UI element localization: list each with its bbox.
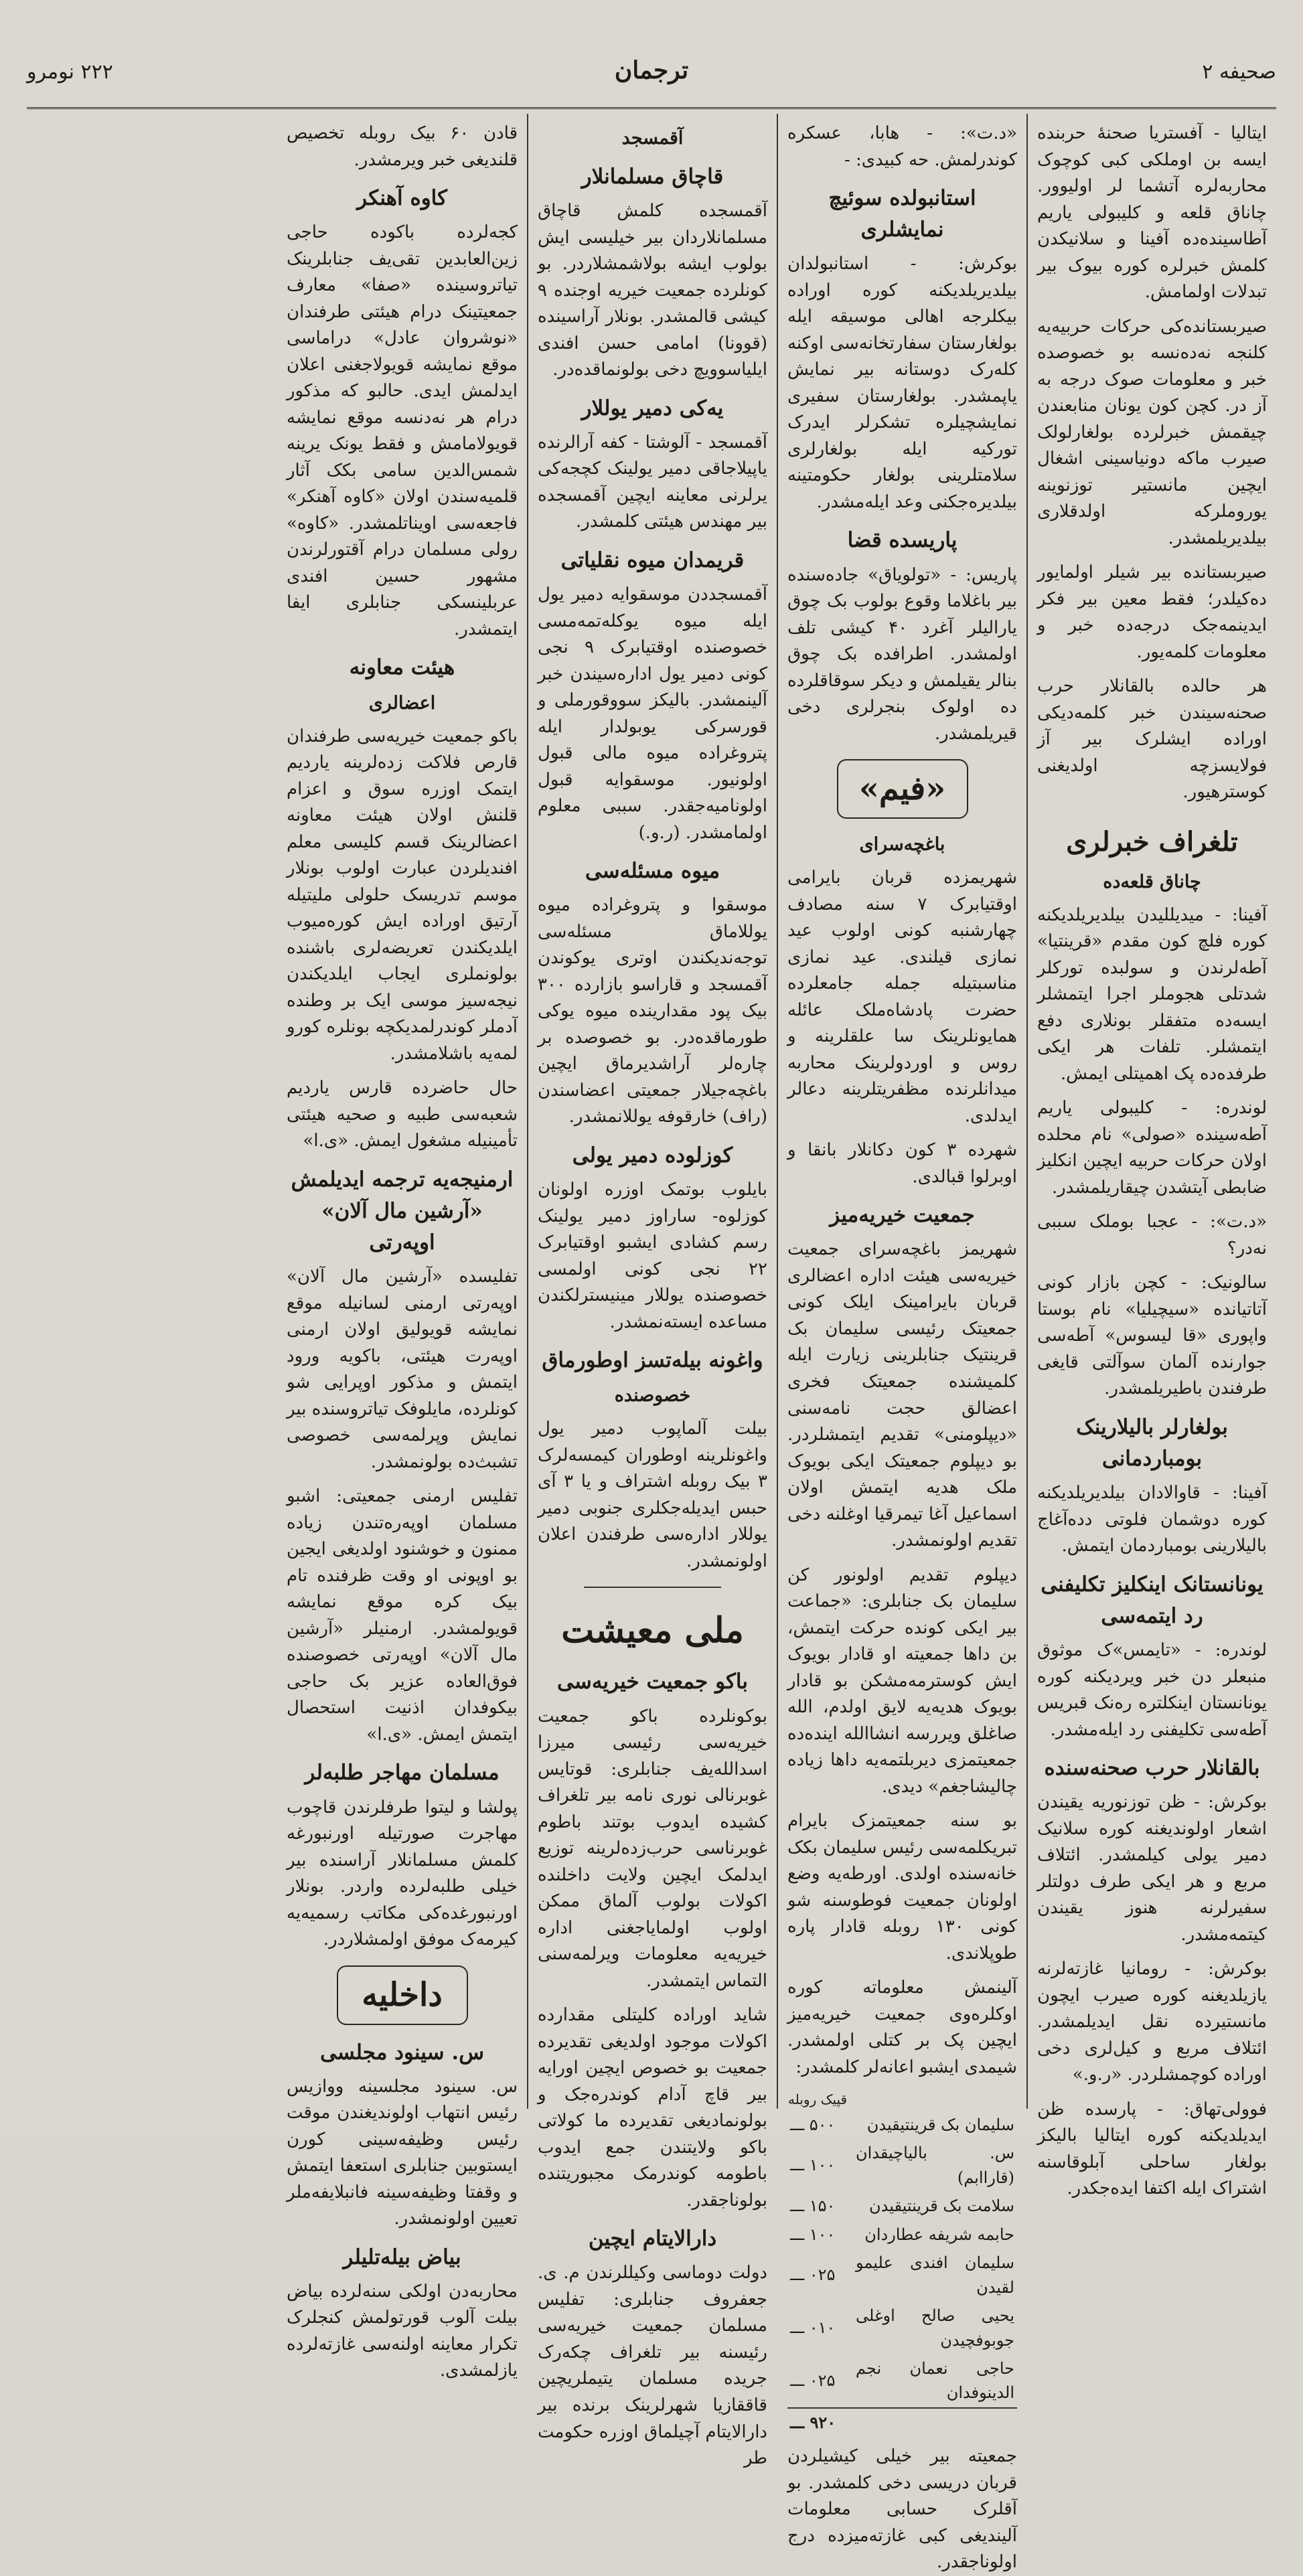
article-paragraph: آقمسجده کلمش قاچاق مسلمانلاردان بیر خیلیسی ایش بولوب ایشه بولاشمشلاردر. بو کونلرده جمعیت خیریه اوجنده ۹ کیشی قالمشدر. بونلار آراسینده (قوونا) امامی حسن افندی ایلیاسوویچ دخی بولونماقده‌در. <box>538 201 767 380</box>
article-title: استانبولده سوئیچ نمایشلری <box>828 186 976 242</box>
columns <box>27 114 1276 2573</box>
article-title: پاریسده قضا <box>847 528 957 553</box>
article-paragraph: صیربستانده‌کی حرکات حربیه‌یه کلنجه نه‌ده‌نسه بو خصوصده خبر و معلومات صوک درجه به آز در. کچن کون یونان منابعندن چیقمش خبرلرده بولغارلولک صیرب ماکه دونیاسینی اشغال ایچین مانستیر توزنوینه یوروملرکه اولدقلاری بیلدیریلمشدر. <box>1037 316 1267 548</box>
column-4 <box>277 114 527 2381</box>
donation-amount: ۰۲۵ ـــ <box>790 2371 836 2391</box>
donor-name: سلیمان افندی علیمو لقیدن <box>856 2253 1014 2297</box>
section-banner: داخلیه <box>337 1965 468 2025</box>
article-paragraph: پولشا و لیتوا طرفلرندن قاچوب مهاجرت صورتیله اورنبورغه کلمش مسلمانلار آراسنده بیر خیلی طلبه‌لرده واردر. بونلار اورنبورغده‌کی مکاتب رسمیه‌یه کیرمه‌ک موفق اولمشلاردر. <box>287 1797 518 1950</box>
article-paragraph: قادن ۶۰ بیک روبله تخصیص قلندیغی خبر ویرمشدر. <box>287 123 518 170</box>
article-paragraph: ایتالیا - آفستریا صحنهٔ حربنده ایسه بن اوملکی کبی کوچوک محاربه‌لره آتشما لر اولیوور. چاناق قلعه و کلیبولی یاریم آطاسینده‌ده آفینا و سلانیکدن کلمش خبرلره کوره بیوک بیر تبدلات اولمامش. <box>1037 123 1267 303</box>
donor-name: سلیمان بک قرینتیقیدن <box>866 2115 1014 2134</box>
article-title: بالقانلار حرب صحنه‌سنده <box>1044 1756 1260 1781</box>
table-row <box>787 2139 1017 2192</box>
article-paragraph: شهریمزده قربان بایرامی اوقتیابرک ۷ سنه مصادف چهارشنبه کونی اولوب عید نمازی قیلندی. عید نمازی مناسبتیله جمله جامعلرده حضرت پادشاه‌ملک عائله همایونلرینک سا علقلرینه و روس و اوردولرینک محاربه میدانلرنده مظفریتلرینه دعالر ایدلدی. <box>787 868 1017 1126</box>
article-title: میوه مسئله‌سی <box>585 859 720 884</box>
article-title: س. سینود مجلسی <box>319 2040 485 2065</box>
paper-name: ترجمان <box>614 56 689 84</box>
column-1 <box>1026 114 1276 2199</box>
subheading: آقمسجد <box>621 128 684 149</box>
page-label: صحیفه ۲ <box>1202 60 1276 84</box>
donor-name: سلامت بک قرینتیقیدن <box>869 2196 1014 2216</box>
article-title: یونانستانک اینکلیز تکلیفنی رد ایتمه‌سی <box>1041 1572 1263 1628</box>
issue-number: ۲۲۲ نومرو <box>27 60 113 84</box>
article-title: هیئت معاونه <box>349 655 455 680</box>
article-title: دارالایتام ایچین <box>588 2227 717 2251</box>
article-paragraph: لوندره: - «تایمس»ک موثوق منبعلر دن خبر ویردیکنه کوره یونانستان اینکلتره ره‌نک قبریس آطه‌سی تکلیفنی رد ایله‌مشدر. <box>1037 1639 1267 1740</box>
donor-name: س. بالیاچیقدان (قاراابم) <box>856 2144 1014 2187</box>
table-row <box>787 2221 1017 2249</box>
article-paragraph: بوکرش: - استانبولدان بیلدیریلدیکنه کوره اوراده بیکلرجه اهالی موسیقه ایله بولغارستان سفارتخانه‌سی اوکنه کله‌رک دوستانه بیر نمایش یاپمشدر. بولغارستان سفیری نمایشچیلره تشکرلر ایدرک تورکیه ایله بولغارلری سلامتلرینی بولغار حکومتینه بیلدیره‌جکنی وعد ایله‌مشدر. <box>787 254 1017 512</box>
article-paragraph: بوکونلرده باکو جمعیت خیریه‌سی رئیسی میرزا اسدالله‌یف جنابلری: قوتایس غوبرنالی نوری نامه بیر تلغراف کشیده ایدوب بوتند باطوم غوبرناسی حرب‌زده‌لرینه توزیع ایدلمک ایچین ولایت داخلنده اکولات بولوب آلماق ممکن اولوب اولمایاجغنی اداره خیریه‌یه معلومات ویرلمه‌سنی التماس ایتمشدر. <box>538 1706 767 1991</box>
donor-name: حابمه شریفه عطاردان <box>864 2225 1014 2244</box>
subheading: خصوصنده <box>614 1385 691 1406</box>
section-heading: تلغراف خبرلری <box>1066 825 1238 858</box>
divider <box>584 1587 722 1588</box>
article-paragraph: بایلوب بوتمک اوزره اولونان کوزلوه- ساراوز دمیر یولینک رسم کشادی ایشبو اوقتیابرک ۲۲ نجی کونی اولمسی خصوصنده یوللار مینیسترلکندن مساعده ایسته‌نمشدر. <box>538 1180 767 1332</box>
donation-amount: ۰۱۰ ـــ <box>790 2318 836 2338</box>
article-paragraph: بوکرش: - رومانیا غازته‌لرنه یازیلدیغنه کوره صیرب ایچون مانستیرده نقل ایدیلمشدر. ائتلاف مربع و کیل‌لری دخی اوراده کوچمشلردر. «ر.و.» <box>1037 1959 1267 2085</box>
donation-rows <box>787 2111 1017 2408</box>
article-paragraph: سالونیک: - کچن بازار کونی آتاتیانده «سیچیلیا» نام بوستا واپوری «قا لیسوس» آطه‌سی جوارنده آلمان سوآلتی قایغی طرفندن باطیریلمشدر. <box>1037 1273 1267 1399</box>
article-paragraph: پاریس: - «تولویاق» جاده‌سنده بیر باغلاما وقوع بولوب بک چوق یارالیلر آغرد ۴۰ کیشی تلف اولمشدر. اطرافده بک چوق بنالر یقیلمش و دیکر سوقاقلرده ده اولوک بنجرلری دخی قیریلمشدر. <box>787 564 1017 744</box>
article-title: قریمدان میوه نقلیاتی <box>560 548 745 572</box>
article-paragraph: کجه‌لرده باکوده حاجی زین‌العابدین تقی‌یف جنابلرینک تیاتروسینده «صفا» معارف جمعیتینک درام هیئتی طرفندان «نوشروان عادل» دراماسی موقع نمایشه قویولاجغنی اعلان ایدلمش ایدی. حالبو که مذکور درام هر نه‌دنسه موقع نمایشه قویولامامش و فقط یونک یرینه شمس‌الدین سامی بکک آثار قلمیه‌سندن اولان «کاوه آهنکر» فاجعه‌سی اویناتلمشدر. «کاوه» رولی مسلمان درام آقتورلرندن مشهور حسین افندی عربلینسکی جنابلری ایفا ایتمشدر. <box>287 222 518 639</box>
table-row <box>787 2111 1017 2139</box>
article-title: باکو جمعیت خیریه‌سی <box>557 1670 748 1694</box>
donation-amount: ۱۰۰ ـــ <box>790 2156 836 2175</box>
article-paragraph: لوندره: - کلیبولی یاریم آطه‌سینده «صولی» نام محلده اولان حرکات حربیه ایچین انکلیز ضابطی آیتشدن چیقاریلمشدر. <box>1037 1098 1267 1198</box>
article-title: بیاض بیله‌تلیلر <box>343 2245 461 2269</box>
article-title: واغونه بیله‌تسز اوطورماق <box>542 1348 763 1373</box>
subheading: اعضالری <box>368 692 436 714</box>
article-paragraph: جمعیته بیر خیلی کیشیلردن قربان دریسی دخی کلمشدر. بو آقلرک حسابی معلومات آلیندیغی کبی غازته‌میزده درج اولوناجقدر. <box>787 2446 1017 2573</box>
article-title: قاچاق مسلمانلار <box>581 165 724 189</box>
currency-label: قپیک روبله <box>788 2091 848 2108</box>
article-paragraph: شهرده ۳ کون دکانلار بانقا و اوبرلوا قبالدی. <box>787 1140 1017 1187</box>
article-paragraph: دیپلوم تقدیم اولونور کن سلیمان بک جنابلری: «جماعت بیر ایکی کونده حرکت ایتمش، بن داها جمعیته او قادار بویوک ایش کوسترمه‌مشکن بو قادار بویوک هدیه‌یه لایق اولدم، الله صاغلق ویررسه انشاالله اینده‌ده جمعیتمزی دیربلتمه‌یه داها زیاده چالیشاجغم» دیدی. <box>787 1564 1017 1797</box>
section-banner: «فیم» <box>837 759 968 819</box>
donation-amount: ۵۰۰ ـــ <box>790 2115 836 2134</box>
donor-name: یحیی صالح اوغلی جوبوفچیدن <box>856 2306 1014 2350</box>
column-2 <box>777 114 1026 2573</box>
article-paragraph: آفینا: - میدیللیدن بیلدیریلدیکنه کوره فلچ کون مقدم «قرینتیا» آطه‌لرندن و سولبده تورکلر شدتلی هجوملر اجرا ایتمشلر ایسه‌ده متفقلر بونلاری دفع ایتمشلر. تلفات هر ایکی طرفده‌ده پک اهمیتلی ایمش. <box>1037 904 1267 1084</box>
donation-table <box>787 2089 1017 2437</box>
article-paragraph: محاربه‌دن اولکی سنه‌لرده بیاض بیلت آلوب قورتولمش کنجلرک تکرار معاینه اولنه‌سی غازته‌لرده یازلمشدی. <box>287 2281 518 2381</box>
article-paragraph: «د.ت»: - عجبا بوملک سببی نه‌در؟ <box>1037 1212 1267 1259</box>
donation-amount: ۰۲۵ ـــ <box>790 2265 836 2285</box>
article-paragraph: موسقوا و پتروغراده میوه یوللاماق مسئله‌سی توجه‌ندیکندن اوتری یوکوندن آقمسجد و قاراسو بازارده ۳۰۰ بیک پود مقدارینده میوه یوکی طورماقده‌در. بو خصوصده بر چاره‌لر آراشدیرماق ایچین باغچه‌جیلار جمعیتی اعضاسندن (راف) خارقوفه یوللانمشدر. <box>538 895 767 1127</box>
table-row <box>787 2302 1017 2354</box>
article-paragraph: بو سنه جمعیتمزک بایرام تبریکلمه‌سی رئیس سلیمان بکک خانه‌سنده اولدی. اورطه‌یه وضع اولونان جمعیت فوطوسنه شو کونی ۱۳۰ روبله قادار پاره طوپلاندی. <box>787 1811 1017 1963</box>
article-paragraph: بوکرش: - ظن توزنوریه یقیندن اشعار اولوندیغنه کوره سلانیک دمیر یولی کیلمشدر. ائتلاف مربع و هر ایکی طرف دولتلر سفیرلرنه هنوز یقیندن کیتمه‌مشدر. <box>1037 1792 1267 1945</box>
article-title: کاوه آهنکر <box>357 186 447 211</box>
subheading: چاناق قلعه‌ده <box>1103 871 1201 892</box>
masthead <box>27 47 1276 109</box>
article-paragraph: آفینا: - قاوالادان بیلدیریلدیکنه کوره دوشمان فلوتی دده‌آغاج بالیلارینی بومباردمان ایتمش. <box>1037 1483 1267 1556</box>
article-paragraph: باکو جمعیت خیریه‌سی طرفندان قارص فلاکت زده‌لرینه یاردیم ایتمک اوزره سوق و اعزام قلنش اولان هیئت معاونه اعضالرینک قسم کلیسی معلم افندیلردن عبارت اولوب بونلار موسم تدریسک حلولی ملیتیله آرتیق اوراده ایش کوره‌میوب ایلدیکندن تعریضه‌لری باشنده بولونملری ایجاب ایلدیکندن نیجه‌سیز موسی ایک بر وطنده آدملر کوندرلمدیکچه بونلره کورو لمه‌یه باشلامشدر. <box>287 726 518 1064</box>
article-title: مسلمان مهاجر طلبه‌لر <box>305 1761 500 1785</box>
article-paragraph: آلینمش معلوماته کوره اوکلره‌وی جمعیت خیریه‌میز ایچین پک بر کتلی اولمشدر. شیمدی ایشبو اعانه‌لر کلمشدر: <box>787 1978 1017 2077</box>
article-title: کوزلوده دمیر یولی <box>572 1143 733 1168</box>
article-title: یه‌کی دمیر یوللار <box>581 396 724 420</box>
table-row <box>787 2192 1017 2220</box>
donation-amount: ۱۰۰ ـــ <box>790 2225 836 2244</box>
article-paragraph: «د.ت»: - هابا، عسکره کوندرلمش. حه کبیدی: - <box>787 123 1017 170</box>
article-paragraph: تفلیس ارمنی جمعیتی: اشبو مسلمان اوپه‌ره‌تندن زیاده ممنون و خوشنود اولدیغی ایجین بو اوپونی او وقت ظرفنده تام بیک کره موقع نمایشه قویولمشدر. ارمنیلر «آرشین مال آلان» اوپه‌رتی خصوصنده فوق‌العاده عزیر بک حاجی بیکوفدان اذنیت استحصال ایتمش ایمش. «ی.ا» <box>287 1486 518 1745</box>
section-heading: ملی معیشت <box>561 1610 744 1652</box>
table-row <box>787 2249 1017 2302</box>
table-row <box>787 2354 1017 2408</box>
article-title: بولغارلر بالیلارینک بومباردمانی <box>1076 1415 1228 1471</box>
column-3 <box>527 114 777 2469</box>
article-paragraph: حال حاضرده قارس یاردیم شعبه‌سی طبیه و صحیه هیئتی تأمینیله مشغول ایمش. «ی.ا» <box>287 1078 518 1151</box>
article-title: جمعیت خیریه‌میز <box>830 1203 975 1228</box>
article-paragraph: شهریمز باغچه‌سرای جمعیت خیریه‌سی هیئت اداره اعضالری قربان بایرامینک ایلک کونی جمعیتک رئیسی سلیمان بک قرینتیک جنابلرینی زیارت ایله کلمیشنده جمعیتک فخری اعضالق حجت نامه‌سنی «دیپلومنی» تقدیم ایتمشلردر. بو دیپلوم جمعیتک ایکی بویوک ملک هدیه ایتمش اولان اسماعیل آغا تیمرقیا اوغلنه دخی تقدیم اولونمشدر. <box>787 1239 1017 1551</box>
article-paragraph: س. سینود مجلسینه ووازیس رئیس انتهاب اولوندیغندن موقت رئیس وظیفه‌سینی کورن ایستوبین جنابلری استعفا ایتمش و وقفتا وظیفه‌سینه فانبلایفه‌ملر تعیین اولونمشدر. <box>287 2076 518 2229</box>
donation-total-row <box>787 2408 1017 2437</box>
article-paragraph: صیربستانده بیر شیلر اولمایور ده‌کیلدر؛ فقط معین بیر فکر ایدینمه‌جک درجه‌ده خبر و معلومات کلمه‌یور. <box>1037 562 1267 662</box>
article-paragraph: دولت دوماسی وکیللرندن م. ی. جعفروف جنابلری: تفلیس مسلمان جمعیت خیریه‌سی رئیسنه بیر تلغراف چکه‌رک جریده مسلمان یتیملریچین قاققازیا شهرلرینک برنده بیر دارالایتام آچیلماق اوزره حکومت طر <box>538 2263 767 2469</box>
donation-total: ۹۲۰ ـــ <box>790 2412 836 2432</box>
article-paragraph: آقمسجد - آلوشتا - کفه آرالرنده یاپیلاجاقی دمیر یولینک کچجه‌کی یرلرنی معاینه ایچین آقمسجده بیر مهندس هیئتی کلمشدر. <box>538 432 767 532</box>
donor-name: حاجی نعمان نجم الدینوفدان <box>856 2359 1014 2403</box>
subheading: باغچه‌سرای <box>859 834 945 856</box>
article-paragraph: بیلت آلماپوب دمیر یول واغونلرینه اوطوران کیمسه‌لرک ۳ بیک روبله اشتراف و یا ۳ آی حبس ایدیله‌جکلری جنوبی دمیر یوللار اداره‌سی طرفندن اعلان اولونمشدر. <box>538 1419 767 1571</box>
article-paragraph: آقمسجددن موسقوایه دمیر یول ایله میوه یوکله‌تمه‌مسی خصوصنده اوقتیابرک ۹ نجی کونی دمیر یول اداره‌سیندن خبر آلینمشدر. بالیکز سووقورملی و قورسرکی یوبولدار ایله پتروغراده میوه مالی قبول اولونیور. موسقوایه قبول اولونامیه‌جقدر. سببی معلوم اولمامشدر. (ر.و.) <box>538 584 767 843</box>
article-paragraph: تفلیسده «آرشین مال آلان» اوپه‌رتی ارمنی لسانیله موقع نمایشه قویولیق اولان ارمنی اوپه‌رت هیئتی، باکویه ورود ایتمش و مذکور اوپرایی شو کونلرده، مایلوفک تیاتروسنده بیر نمایش وپرلمه‌سی خصوصی تشبث‌ده بولونمشدر. <box>287 1267 518 1472</box>
donation-amount: ۱۵۰ ـــ <box>790 2196 836 2216</box>
article-paragraph: هر حالده بالقانلار حرب صحنه‌سیندن خبر کلمه‌دیکی اوراده ایشلرک بیر آز فولایسزچه اولدیغنی کوسترهیور. <box>1037 676 1267 803</box>
article-title: ارمنیجه‌یه ترجمه ایدیلمش «آرشین مال آلان» اوپه‌رتی <box>291 1167 514 1255</box>
article-paragraph: فوولی‌تهاق: - پارسده ظن ایدیلدیکنه کوره ایتالیا بالیکز بولغار ساحلی آبلوقاسنه اشتراک ایله اکتفا ایده‌جکدر. <box>1037 2099 1267 2199</box>
article-paragraph: شاید اوراده کلیتلی مقدارده اکولات موجود اولدیغی تقدیرده جمعیت بو خصوص ایچین اورایه بیر قاچ آدام کوندره‌جک و بولونمادیغی تقدیرده ما کولاتی باکو ولایتندن جمع ایدوب باطومه کوندرمک مجبوریتنده بولوناجقدر. <box>538 2005 767 2210</box>
